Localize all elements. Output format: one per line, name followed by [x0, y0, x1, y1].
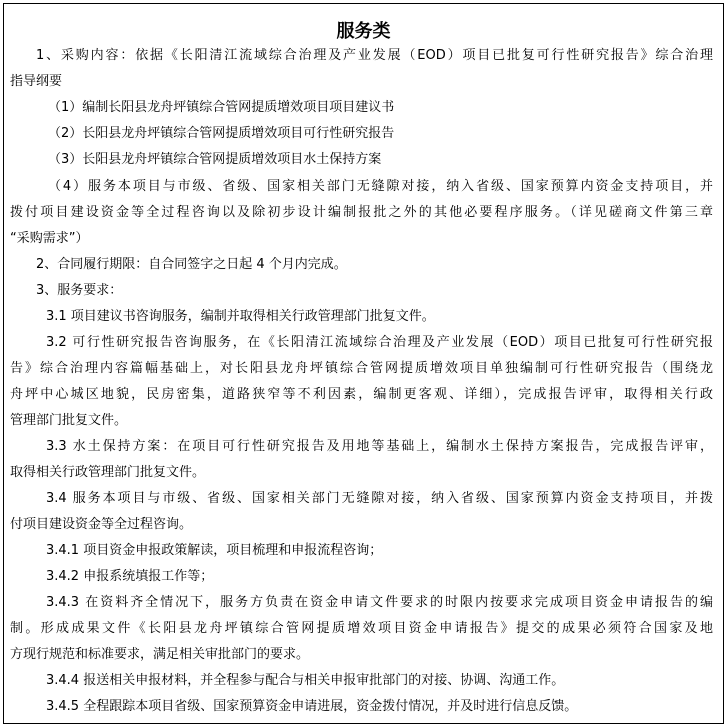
text-line: 3.2 可行性研究报告咨询服务，在《长阳清江流域综合治理及产业发展（EOD）项目已批复可行性研究报: [46, 335, 713, 350]
text-line: 管理部门批复文件。: [10, 413, 128, 428]
text-line: 3.1 项目建议书咨询服务，编制并取得相关行政管理部门批复文件。: [46, 309, 435, 324]
text-line: （3）长阳县龙舟坪镇综合管网提质增效项目水土保持方案: [48, 152, 382, 167]
text-line: 3.4.2 申报系统填报工作等；: [46, 569, 214, 584]
document-title: 服务类: [336, 21, 391, 42]
text-line: 3.4.1 项目资金申报政策解读，项目梳理和申报流程咨询；: [46, 543, 383, 558]
text-line: 告》综合治理内容篇幅基础上，对长阳县龙舟坪镇综合管网提质增效项目单独编制可行性研究报告（围绕龙: [10, 361, 713, 376]
text-line: 取得相关行政管理部门批复文件。: [10, 465, 206, 480]
text-line: 3.3 水土保持方案：在项目可行性研究报告及用地等基础上，编制水土保持方案报告，完成报告评审，: [46, 439, 713, 454]
text-line: 指导纲要: [10, 74, 63, 89]
text-line: 拨付项目建设资金等全过程咨询以及除初步设计编制报批之外的其他必要程序服务。（详见磋商文件第三章: [10, 205, 713, 220]
text-line: 方现行规范和标准要求，满足相关审批部门的要求。: [10, 647, 310, 662]
text-line: 2、合同履行期限：自合同签字之日起 4 个月内完成。: [36, 257, 347, 272]
text-line: 制。形成成果文件《长阳县龙舟坪镇综合管网提质增效项目资金申请报告》提交的成果必须符合国家及地: [10, 621, 713, 636]
text-line: 3.4.5 全程跟踪本项目省级、国家预算资金申请进展，资金拨付情况，并及时进行信息反馈。: [46, 699, 578, 714]
text-line: 付项目建设资金等全过程咨询。: [10, 517, 193, 532]
text-line: “采购需求”）: [10, 231, 89, 246]
text-line: 1、采购内容：依据《长阳清江流域综合治理及产业发展（EOD）项目已批复可行性研究报告》综合治理: [36, 48, 713, 63]
text-line: 舟坪中心城区地貌，民房密集，道路狭窄等不利因素，编制更客观、详细），完成报告评审，取得相关行政: [10, 387, 713, 402]
text-line: （4）服务本项目与市级、省级、国家相关部门无缝隙对接，纳入省级、国家预算内资金支持项目，并: [48, 179, 713, 194]
text-line: （1）编制长阳县龙舟坪镇综合管网提质增效项目项目建议书: [48, 100, 395, 115]
text-line: 3.4.4 报送相关申报材料，并全程参与配合与相关申报审批部门的对接、协调、沟通工作。: [46, 673, 565, 688]
text-line: 3.4.3 在资料齐全情况下，服务方负责在资金申请文件要求的时限内按要求完成项目资金申请报告的编: [46, 595, 713, 610]
text-line: 3、服务要求：: [36, 283, 123, 298]
text-line: 3.4 服务本项目与市级、省级、国家相关部门无缝隙对接，纳入省级、国家预算内资金支持项目，并拨: [46, 491, 713, 506]
text-line: （2）长阳县龙舟坪镇综合管网提质增效项目可行性研究报告: [48, 126, 395, 141]
